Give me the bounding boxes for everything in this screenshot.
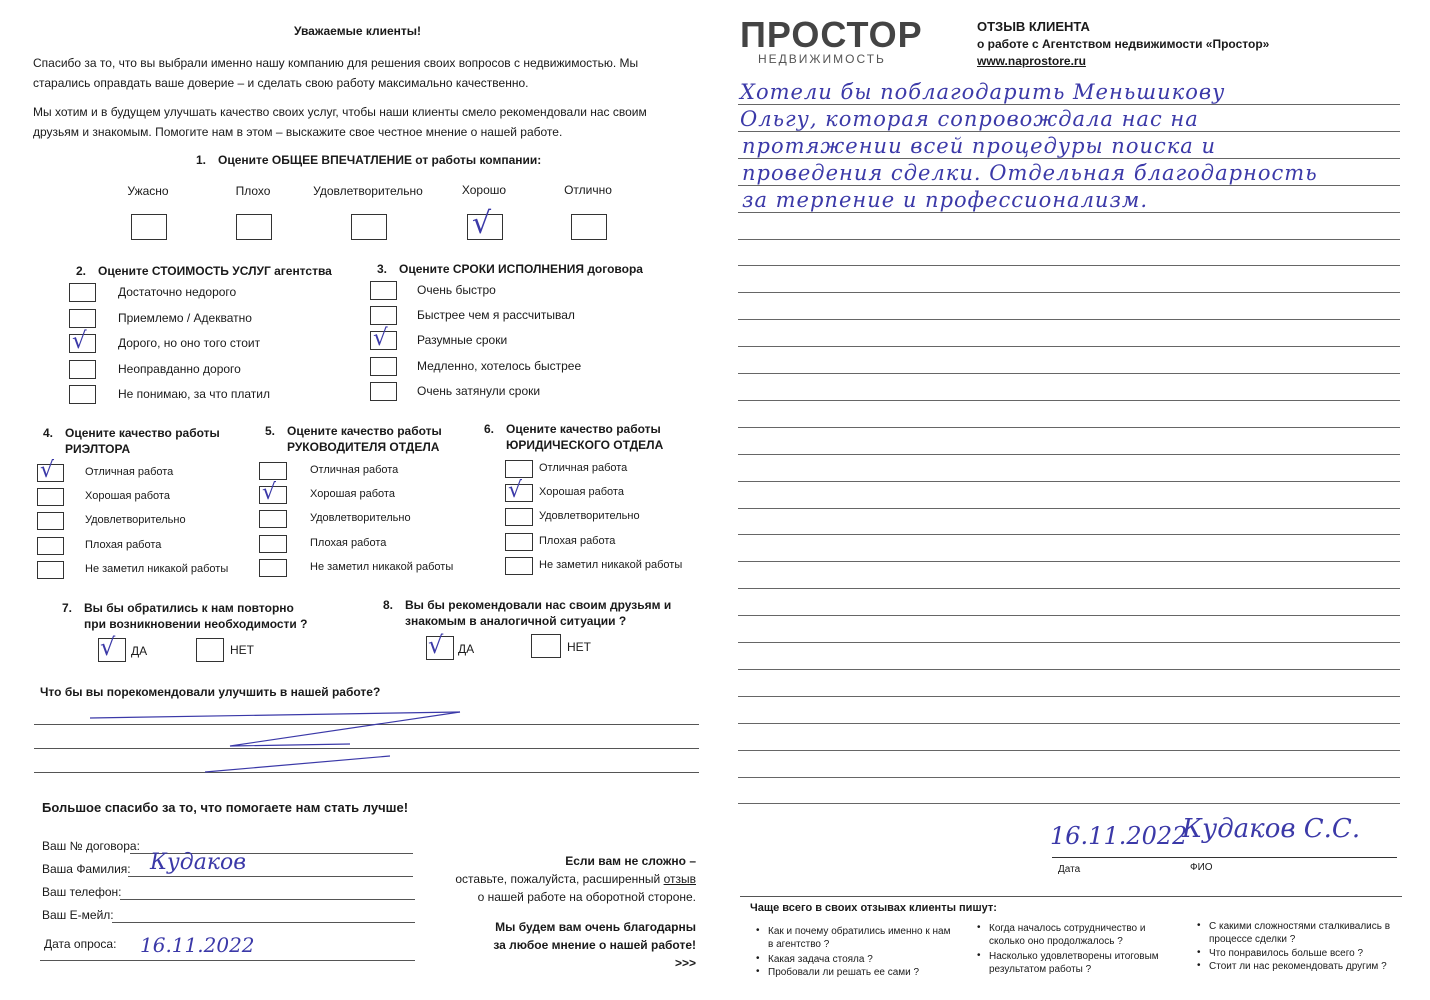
q3-check-mark: √: [373, 325, 388, 352]
review-text-line: проведения сделки. Отдельная благодарность: [742, 161, 1318, 185]
logo-main: ПРОСТОР: [740, 14, 923, 55]
q6-option-checkbox[interactable]: [505, 533, 533, 551]
q6-option-checkbox[interactable]: [505, 557, 533, 575]
ruled-line: [738, 104, 1400, 105]
q1-option-checkbox[interactable]: [131, 214, 167, 240]
q8-no-checkbox[interactable]: [531, 634, 561, 658]
review-header-subtitle: о работе с Агентством недвижимости «Простор»: [977, 37, 1270, 51]
q6-option-label: Хорошая работа: [539, 486, 624, 499]
email-label: Ваш Е-мейл:: [42, 908, 114, 922]
q5-label-1: Оцените качество работы: [287, 424, 442, 438]
q2-number: 2.: [76, 264, 87, 278]
survey-date-label: Дата опроса:: [44, 937, 117, 951]
q2-option-label: Дорого, но оно того стоит: [118, 336, 261, 350]
signature-date: 16.11.2022: [1050, 822, 1188, 850]
ruled-line: [738, 373, 1400, 374]
improve-scribble: [80, 706, 480, 786]
q2-option-label: Не понимаю, за что платил: [118, 387, 271, 401]
review-text-line: протяжении всей процедуры поиска и: [742, 134, 1217, 158]
hint-item: Как и почему обратились именно к нам в агентство ?: [768, 926, 951, 950]
q7-yes-label: ДА: [131, 644, 148, 658]
q3-option-label: Быстрее чем я рассчитывал: [417, 308, 575, 323]
request-line-2: [455, 870, 696, 888]
q4-label-1: Оцените качество работы: [65, 426, 220, 440]
q5-option-checkbox[interactable]: [259, 535, 287, 553]
q6-option-label: Не заметил никакой работы: [539, 558, 683, 571]
q6-option-label: Плохая работа: [539, 534, 616, 547]
ruled-line: [738, 669, 1400, 670]
ruled-line: [738, 319, 1400, 320]
q3-number: 3.: [377, 262, 388, 276]
ruled-line: [738, 803, 1400, 804]
q7-no-label: НЕТ: [230, 643, 254, 657]
phone-field[interactable]: [120, 899, 415, 900]
q7-number: 7.: [62, 601, 73, 615]
improve-question: Что бы вы порекомендовали улучшить в нашей работе?: [40, 685, 381, 699]
q5-option-checkbox[interactable]: [259, 510, 287, 528]
q6-option-label: Отличная работа: [539, 462, 628, 474]
ruled-line: [738, 642, 1400, 643]
hint-bullet: •: [1197, 920, 1201, 931]
q5-option-label: Не заметил никакой работы: [310, 560, 454, 573]
request-line-2-text: оставьте, пожалуйста, расширенный: [455, 872, 661, 886]
q3-option-label: Очень затянули сроки: [417, 383, 541, 398]
q4-option-label: Плохая работа: [85, 538, 162, 551]
q3-option-checkbox[interactable]: [370, 357, 397, 376]
q6-check-mark: √: [508, 478, 523, 504]
q3-option-checkbox[interactable]: [370, 382, 397, 401]
surname-value: Кудаков: [150, 850, 247, 875]
ruled-line: [738, 777, 1400, 778]
q5-option-label: Плохая работа: [310, 536, 387, 549]
q2-option-checkbox[interactable]: [69, 385, 96, 404]
q6-number: 6.: [484, 422, 495, 436]
thanks-heading: Большое спасибо за то, что помогаете нам стать лучше!: [42, 800, 409, 815]
surname-label: Ваша Фамилия:: [42, 862, 131, 876]
q1-option-label: Хорошо: [461, 183, 507, 197]
ruled-line: [738, 346, 1400, 347]
ruled-line: [738, 508, 1400, 509]
q1-number: 1.: [196, 153, 207, 167]
signature-name: Кудаков С.С.: [1182, 814, 1361, 844]
hint-item: Насколько удовлетворены итоговым результатом работы ?: [989, 951, 1159, 975]
q5-label-2: РУКОВОДИТЕЛЯ ОТДЕЛА: [287, 440, 440, 454]
hint-item: С какими сложностями сталкивались в процессе сделки ?: [1209, 921, 1391, 945]
intro-paragraph-1: Спасибо за то, что вы выбрали именно нашу компанию для решения своих вопросов с недвижимостью. Мы старались оправдать ваше доверие – и сделать свою работу максимально качественно.: [33, 56, 639, 90]
q6-option-label: Удовлетворительно: [539, 510, 640, 523]
q3-option-label: Разумные сроки: [417, 333, 508, 348]
q5-option-label: Отличная работа: [310, 464, 399, 476]
q5-check-mark: √: [262, 480, 277, 506]
q4-option-checkbox[interactable]: [37, 561, 64, 579]
request-line-3: о нашей работе на оборотной стороне.: [477, 890, 696, 904]
review-text-line: Ольгу, которая сопровождала нас на: [740, 107, 1199, 131]
q7-label-2: при возникновении необходимости ?: [84, 617, 308, 631]
q4-option-label: Отличная работа: [85, 466, 174, 478]
hint-bullet: •: [756, 925, 760, 936]
hint-bullet: •: [977, 950, 981, 961]
request-line-4: Мы будем вам очень благодарны: [495, 920, 696, 934]
logo-subtitle: НЕДВИЖИМОСТЬ: [758, 52, 886, 66]
q6-option-checkbox[interactable]: [505, 508, 533, 526]
hint-item: Пробовали ли решать ее сами ?: [768, 967, 920, 978]
q1-option-checkbox[interactable]: [351, 214, 387, 240]
hint-item: Когда началось сотрудничество и сколько оно продолжалось ?: [989, 923, 1146, 947]
q2-label: Оцените СТОИМОСТЬ УСЛУГ агентства: [98, 264, 332, 278]
q1-option-label: Отлично: [564, 183, 612, 197]
q7-label-1: Вы бы обратились к нам повторно: [84, 601, 294, 615]
hint-item: Что понравилось больше всего ?: [1209, 948, 1364, 959]
hint-bullet: •: [1197, 947, 1201, 958]
hints-title: Чаще всего в своих отзывах клиенты пишут:: [750, 902, 997, 914]
ruled-line: [738, 292, 1400, 293]
q2-check-mark: √: [72, 328, 87, 354]
q8-label-2: знакомым в аналогичной ситуации ?: [405, 614, 627, 628]
request-line-5: за любое мнение о нашей работе!: [493, 938, 696, 952]
ruled-line: [738, 481, 1400, 482]
q5-option-label: Удовлетворительно: [310, 512, 411, 525]
q5-number: 5.: [265, 424, 276, 438]
email-field[interactable]: [112, 922, 415, 923]
q3-label: Оцените СРОКИ ИСПОЛНЕНИЯ договора: [399, 262, 643, 276]
intro-paragraph-2: Мы хотим и в будущем улучшать качество своих услуг, чтобы наши клиенты смело рекомендовали нас своим друзьям и знакомым. Помогите нам в этом – выскажите свое честное мнение о нашей работе.: [33, 105, 647, 139]
q4-option-label: Хорошая работа: [85, 490, 170, 503]
review-link[interactable]: отзыв: [663, 872, 696, 886]
q4-label-2: РИЭЛТОРА: [65, 442, 131, 456]
request-arrows: >>>: [674, 956, 696, 970]
phone-label: Ваш телефон:: [42, 885, 122, 899]
ruled-line: [738, 454, 1400, 455]
survey-date-field[interactable]: [40, 960, 415, 961]
q3-option-checkbox[interactable]: [370, 281, 397, 300]
q2-option-label: Неоправданно дорого: [118, 361, 241, 376]
q6-label-2: ЮРИДИЧЕСКОГО ОТДЕЛА: [506, 438, 664, 452]
q4-option-checkbox[interactable]: [37, 512, 64, 530]
q4-option-label: Удовлетворительно: [85, 514, 186, 527]
q7-yes-check-mark: √: [100, 633, 116, 661]
ruled-line: [738, 750, 1400, 751]
ruled-line: [738, 534, 1400, 535]
q2-option-checkbox[interactable]: [69, 360, 96, 379]
q3-option-label: Медленно, хотелось быстрее: [417, 358, 582, 373]
q8-label-1: Вы бы рекомендовали нас своим друзьям и: [405, 598, 672, 612]
q3-option-label: Очень быстро: [417, 283, 496, 297]
review-text-line: Хотели бы поблагодарить Меньшикову: [740, 80, 1226, 104]
q5-option-label: Хорошая работа: [310, 488, 395, 501]
q4-option-checkbox[interactable]: [37, 488, 64, 506]
hint-item: Стоит ли нас рекомендовать другим ?: [1209, 961, 1387, 972]
ruled-line: [738, 696, 1400, 697]
website-link[interactable]: www.naprostore.ru: [977, 54, 1086, 68]
hint-bullet: •: [977, 922, 981, 933]
review-text-line: за терпение и профессионализм.: [742, 188, 1149, 212]
q6-option-checkbox[interactable]: [505, 460, 533, 478]
q4-number: 4.: [43, 426, 54, 440]
ruled-line: [738, 400, 1400, 401]
contract-label: Ваш № договора:: [42, 839, 140, 853]
q8-yes-label: ДА: [458, 642, 475, 656]
hints-divider: [740, 896, 1402, 897]
ruled-line: [738, 265, 1400, 266]
ruled-line: [738, 723, 1400, 724]
q1-option-label: Ужасно: [127, 184, 169, 198]
q1-option-checkbox[interactable]: [571, 214, 607, 240]
extended-review-request: [455, 852, 696, 972]
q1-option-checkbox[interactable]: [236, 214, 272, 240]
signature-line: [1052, 857, 1397, 858]
q5-option-checkbox[interactable]: [259, 462, 287, 480]
q8-no-label: НЕТ: [567, 640, 591, 654]
ruled-line: [738, 615, 1400, 616]
q8-yes-check-mark: √: [428, 631, 444, 659]
hint-bullet: •: [756, 953, 760, 964]
request-line-1: Если вам не сложно –: [565, 854, 696, 868]
q2-option-checkbox[interactable]: [69, 283, 96, 302]
q2-option-label: Достаточно недорого: [118, 285, 237, 299]
q6-label-1: Оцените качество работы: [506, 422, 661, 436]
q3-option-checkbox[interactable]: [370, 306, 397, 325]
ruled-line: [738, 239, 1400, 240]
q1-check-mark: √: [472, 206, 492, 241]
q5-option-checkbox[interactable]: [259, 559, 287, 577]
q2-option-label: Приемлемо / Адекватно: [118, 310, 252, 325]
q4-option-label: Не заметил никакой работы: [85, 562, 229, 575]
q4-check-mark: √: [40, 458, 55, 483]
hint-bullet: •: [1197, 960, 1201, 971]
hint-bullet: •: [756, 966, 760, 977]
q7-no-checkbox[interactable]: [196, 638, 224, 662]
ruled-line: [738, 588, 1400, 589]
q1-option-label: Удовлетворительно: [313, 184, 423, 198]
q1-label: Оцените ОБЩЕЕ ВПЕЧАТЛЕНИЕ от работы компании:: [218, 153, 542, 167]
hint-item: Какая задача стояла ?: [768, 954, 873, 965]
ruled-line: [738, 561, 1400, 562]
fio-caption: ФИО: [1190, 862, 1213, 873]
q8-number: 8.: [383, 598, 394, 612]
page-title: Уважаемые клиенты!: [293, 24, 422, 38]
q1-option-label: Плохо: [235, 184, 271, 198]
ruled-line: [738, 131, 1400, 132]
review-header-title: ОТЗЫВ КЛИЕНТА: [977, 19, 1090, 34]
q2-option-checkbox[interactable]: [69, 309, 96, 328]
survey-date-value: 16.11.2022: [140, 933, 255, 957]
ruled-line: [738, 427, 1400, 428]
surname-field[interactable]: [128, 876, 413, 877]
date-caption: Дата: [1058, 864, 1081, 875]
q4-option-checkbox[interactable]: [37, 537, 64, 555]
